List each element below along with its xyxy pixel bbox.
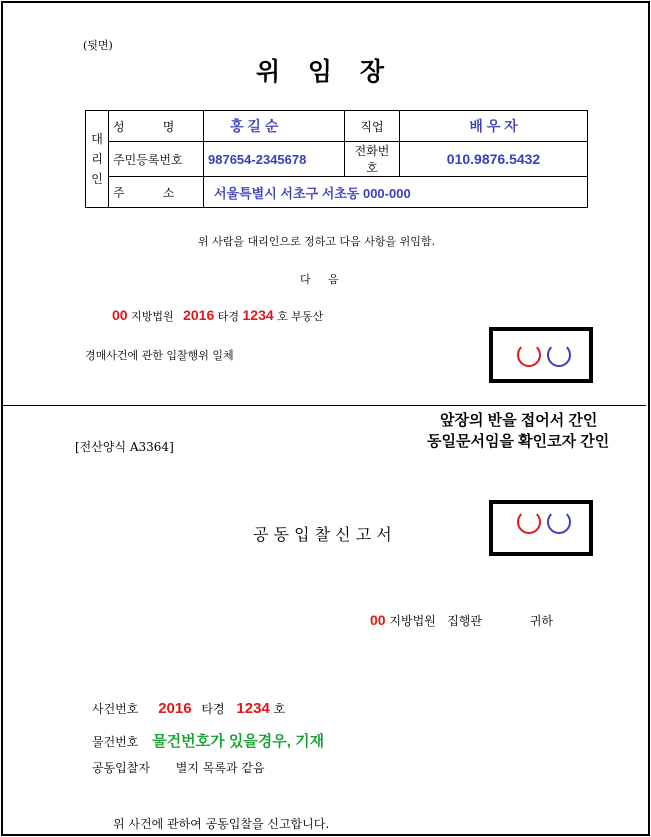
item-label: 물건번호 [92,735,139,749]
page-title: 위 임 장 [256,58,385,86]
delegation-statement: 위 사람을 대리인으로 정하고 다음 사항을 위임함. [198,235,435,248]
declaration: 위 사건에 관하여 공동입찰을 신고합니다. [113,817,330,831]
joint-label: 공동입찰자 [92,761,150,775]
case-number-row [92,700,285,717]
case-suffix: 호 [273,702,286,716]
id-value: 987654-2345678 [204,142,345,177]
joint-value: 별지 목록과 같음 [175,761,265,775]
address-value: 서울특별시 서초구 서초동 000-000 [204,177,588,208]
case-year: 2016 [158,700,192,717]
seal-box-bottom [489,500,593,556]
court-code: 00 [112,307,128,323]
court-text: 지방법원 [131,310,174,323]
blue-seal-icon [547,343,571,367]
case-type: 타경 [201,702,225,716]
phone-label: 전화번호 [345,142,400,177]
next-label: 다 음 [300,273,339,286]
agent-table [85,110,588,208]
fold-note-line-2: 동일문서임을 확인코자 간인 [427,433,610,450]
fold-note-line-1: 앞장의 반을 접어서 간인 [440,412,598,429]
address-label: 주 소 [109,177,204,208]
name-label: 성 명 [109,111,204,142]
item-value: 물건번호가 있을경우, 기재 [152,733,325,750]
id-label: 주민등록번호 [109,142,204,177]
job-value: 배 우 자 [400,111,588,142]
case-suffix: 호 부동산 [277,310,324,323]
auction-text: 경매사건에 관한 입찰행위 일체 [85,349,234,362]
seal-box-top [489,327,593,383]
form-title: 공 동 입 찰 신 고 서 [253,525,392,544]
back-label: (뒷면) [83,39,113,52]
name-value: 홍 길 순 [204,111,345,142]
case-type: 타경 [217,310,240,323]
case-label: 사건번호 [92,702,139,716]
item-number-row [92,730,324,751]
court-code: 00 [370,612,386,628]
fold-divider [3,405,646,406]
recipient-suffix: 귀하 [529,614,554,628]
job-label: 직업 [345,111,400,142]
case-number: 1234 [236,700,270,717]
court-text: 지방법원 집행관 [389,614,482,628]
phone-value: 010.9876.5432 [400,142,588,177]
recipient-line [370,612,553,629]
blue-seal-icon [547,510,571,534]
case-year: 2016 [183,307,215,323]
red-seal-icon [517,510,541,534]
case-number: 1234 [242,307,274,323]
joint-bidder-row [92,759,265,776]
form-code: [전산양식 A3364] [75,440,174,454]
top-case-line [112,307,323,324]
agent-vertical-label: 대 리 인 [86,111,109,208]
red-seal-icon [517,343,541,367]
